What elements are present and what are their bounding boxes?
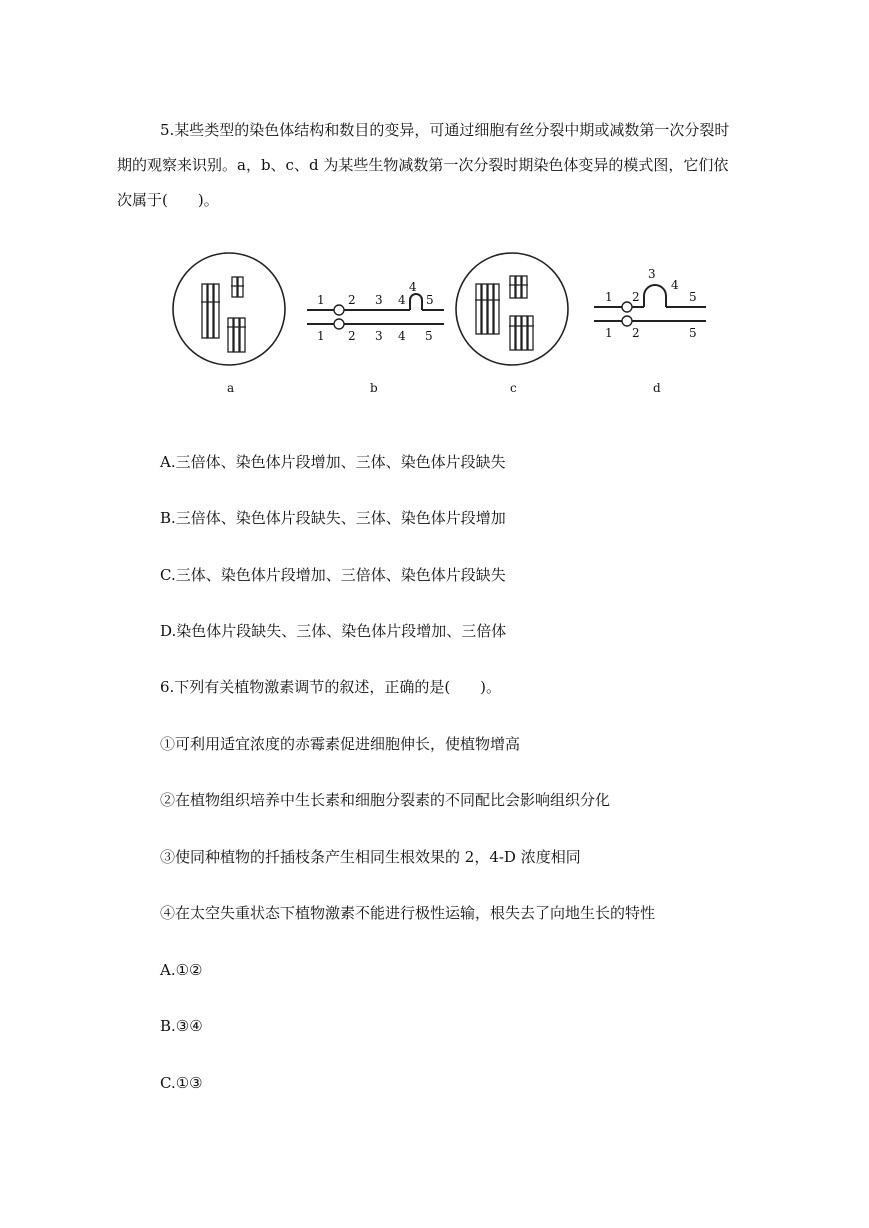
panel-a-label: a [227, 381, 235, 395]
b-bottom-2: 2 [348, 329, 356, 343]
q5-option-a: A.三倍体、染色体片段增加、三体、染色体片段缺失 [160, 453, 506, 471]
panel-c-cell [456, 253, 568, 365]
q5-option-b: B.三倍体、染色体片段缺失、三体、染色体片段增加 [160, 509, 506, 527]
d-top-2: 2 [632, 290, 640, 304]
b-bottom-5: 5 [425, 329, 433, 343]
b-bottom-4: 4 [398, 329, 406, 343]
d-top-1: 1 [605, 290, 613, 304]
q5-stem-line2: 期的观察来识别。a，b、c、d 为某些生物减数第一次分裂时期染色体变异的模式图，它们依 [117, 156, 729, 174]
b-bottom-3: 3 [375, 329, 383, 343]
b-top-5: 5 [426, 293, 434, 307]
q5-stem-line1: 5.某些类型的染色体结构和数目的变异，可通过细胞有丝分裂中期或减数第一次分裂时 [160, 121, 730, 139]
d-bottom-2: 2 [632, 326, 640, 340]
panel-d-label: d [653, 381, 661, 395]
q6-statement-2: ②在植物组织培养中生长素和细胞分裂素的不同配比会影响组织分化 [160, 791, 611, 809]
q6-option-a: A.①② [160, 961, 203, 979]
q5-option-d: D.染色体片段缺失、三体、染色体片段增加、三倍体 [160, 622, 507, 640]
b-top-4: 4 [398, 293, 406, 307]
q6-statement-3: ③使同种植物的扦插枝条产生相同生根效果的 2，4-D 浓度相同 [160, 848, 581, 866]
b-top-4-loop: 4 [409, 280, 417, 294]
d-bottom-1: 1 [605, 326, 613, 340]
d-top-3: 3 [648, 267, 656, 281]
panel-b-label: b [370, 381, 378, 395]
d-top-4: 4 [671, 278, 679, 292]
q6-statement-1: ①可利用适宜浓度的赤霉素促进细胞伸长，使植物增高 [160, 735, 521, 753]
chromosome-variation-figure [172, 252, 712, 402]
panel-c-label: c [510, 381, 517, 395]
q6-statement-4: ④在太空失重状态下植物激素不能进行极性运输，根失去了向地生长的特性 [160, 904, 656, 922]
panel-a-cell [173, 253, 285, 365]
b-top-1: 1 [317, 293, 325, 307]
q6-option-b: B.③④ [160, 1017, 203, 1035]
q5-stem-line3: 次属于( )。 [117, 191, 219, 209]
d-top-5: 5 [689, 290, 697, 304]
b-top-2: 2 [348, 293, 356, 307]
b-top-3: 3 [375, 293, 383, 307]
d-bottom-5: 5 [689, 326, 697, 340]
q5-option-c: C.三体、染色体片段增加、三倍体、染色体片段缺失 [160, 566, 506, 584]
b-bottom-1: 1 [317, 329, 325, 343]
q6-option-c: C.①③ [160, 1074, 203, 1092]
q6-stem: 6.下列有关植物激素调节的叙述，正确的是( )。 [160, 678, 502, 696]
